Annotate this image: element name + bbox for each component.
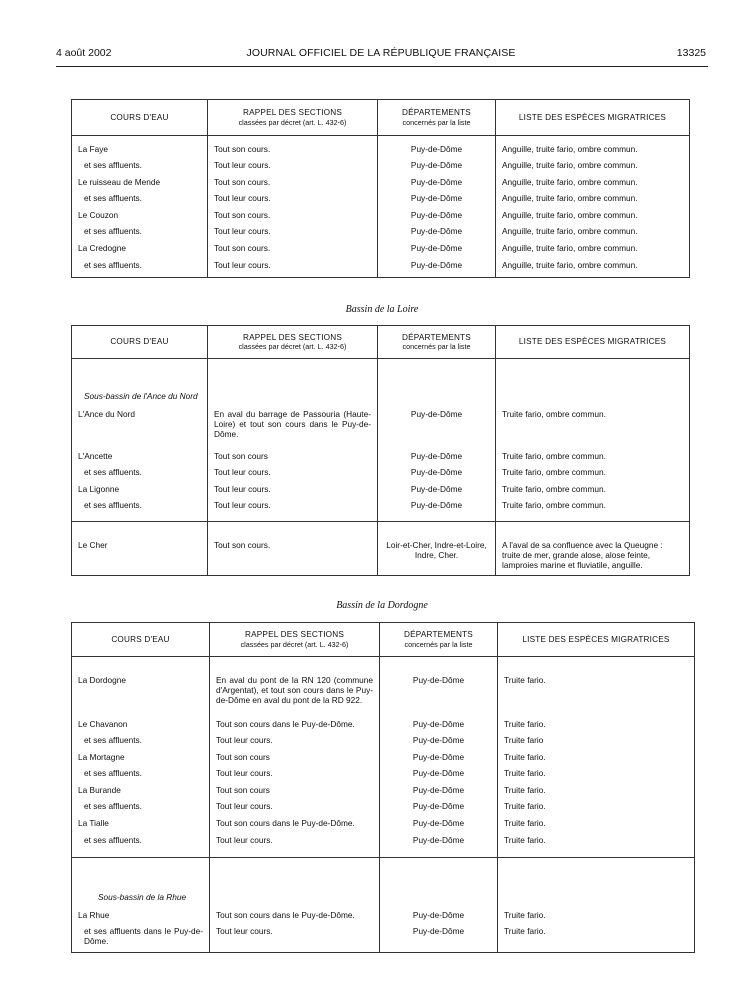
- page-header: [56, 47, 706, 61]
- table-row: Le Cher Tout son cours. Loir-et-Cher, Indre-et-Loire, Indre, Cher. A l'aval de sa confluence avec la Queugne : truite de mer, grande alose, alose feinte, lamproies marine et fluviatile, anguille.: [72, 521, 690, 575]
- table-1: [71, 99, 690, 278]
- table-row: La Faye Tout son cours. Puy-de-Dôme Anguille, truite fario, ombre commun.: [72, 144, 690, 161]
- header-date: 4 août 2002: [56, 47, 112, 59]
- table-row: La Burande Tout son cours Puy-de-Dôme Truite fario.: [72, 785, 695, 802]
- table-row: La Mortagne Tout son cours Puy-de-Dôme Truite fario.: [72, 752, 695, 769]
- col-header-departements: DÉPARTEMENTS concernés par la liste: [378, 326, 496, 359]
- table-row: Le Couzon Tout son cours. Puy-de-Dôme Anguille, truite fario, ombre commun.: [72, 210, 690, 227]
- table-row: et ses affluents. Tout leur cours. Puy-de-Dôme Anguille, truite fario, ombre commun.: [72, 160, 690, 177]
- col-header-sections: RAPPEL DES SECTIONS classées par décret (art. L. 432-6): [210, 623, 380, 657]
- subbasin-title: Sous-bassin de l'Ance du Nord: [72, 391, 208, 409]
- table-row: L'Ance du Nord En aval du barrage de Passouria (Haute-Loire) et tout son cours dans le Puy-de-Dôme. Puy-de-Dôme Truite fario, ombre commun.: [72, 409, 690, 451]
- table-row: La Ligonne Tout leur cours. Puy-de-Dôme Truite fario, ombre commun.: [72, 484, 690, 501]
- table-row: et ses affluents. Tout leur cours. Puy-de-Dôme Anguille, truite fario, ombre commun.: [72, 260, 690, 278]
- table-row: et ses affluents. Tout leur cours. Puy-de-Dôme Truite fario.: [72, 835, 695, 857]
- table-row: La Credogne Tout son cours. Puy-de-Dôme Anguille, truite fario, ombre commun.: [72, 243, 690, 260]
- col-header-departements: DÉPARTEMENTS concernés par la liste: [380, 623, 498, 657]
- table-3: [71, 622, 695, 953]
- table-row: et ses affluents. Tout leur cours. Puy-de-Dôme Truite fario: [72, 735, 695, 752]
- table-row: et ses affluents dans le Puy-de-Dôme. Tout leur cours. Puy-de-Dôme Truite fario.: [72, 926, 695, 952]
- caption-bassin-dordogne: Bassin de la Dordogne: [336, 600, 428, 611]
- col-header-departements: DÉPARTEMENTS concernés par la liste: [378, 100, 496, 136]
- col-header-cours: COURS D'EAU: [72, 623, 210, 657]
- table-row: et ses affluents. Tout leur cours. Puy-de-Dôme Truite fario, ombre commun.: [72, 467, 690, 484]
- col-header-cours: COURS D'EAU: [72, 326, 208, 359]
- table-row: et ses affluents. Tout leur cours. Puy-de-Dôme Truite fario.: [72, 768, 695, 785]
- table-row: et ses affluents. Tout leur cours. Puy-de-Dôme Truite fario.: [72, 801, 695, 818]
- col-header-especes: LISTE DES ESPÈCES MIGRATRICES: [498, 623, 695, 657]
- table-row: La Dordogne En aval du pont de la RN 120 (commune d'Argentat), et tout son cours dans le Puy-de-Dôme en aval du pont de la RD 922. Puy-de-Dôme Truite fario.: [72, 675, 695, 719]
- table-row: Le Chavanon Tout son cours dans le Puy-de-Dôme. Puy-de-Dôme Truite fario.: [72, 719, 695, 736]
- table-row: et ses affluents. Tout leur cours. Puy-de-Dôme Anguille, truite fario, ombre commun.: [72, 226, 690, 243]
- col-header-especes: LISTE DES ESPÈCES MIGRATRICES: [496, 100, 690, 136]
- col-header-cours: COURS D'EAU: [72, 100, 208, 136]
- table-row: La Tialle Tout son cours dans le Puy-de-Dôme. Puy-de-Dôme Truite fario.: [72, 818, 695, 835]
- header-rule: [56, 66, 708, 67]
- header-journal-title: JOURNAL OFFICIEL DE LA RÉPUBLIQUE FRANÇAISE: [246, 47, 516, 59]
- table-row: et ses affluents. Tout leur cours. Puy-de-Dôme Anguille, truite fario, ombre commun.: [72, 193, 690, 210]
- table-row: L'Ancette Tout son cours Puy-de-Dôme Truite fario, ombre commun.: [72, 451, 690, 468]
- table-row: et ses affluents. Tout leur cours. Puy-de-Dôme Truite fario, ombre commun.: [72, 500, 690, 520]
- subbasin-title: Sous-bassin de la Rhue: [72, 892, 210, 910]
- table-row: Le ruisseau de Mende Tout son cours. Puy-de-Dôme Anguille, truite fario, ombre commun.: [72, 177, 690, 194]
- header-page-number: 13325: [676, 47, 706, 59]
- col-header-sections: RAPPEL DES SECTIONS classées par décret (art. L. 432-6): [208, 100, 378, 136]
- table-row: La Rhue Tout son cours dans le Puy-de-Dôme. Puy-de-Dôme Truite fario.: [72, 910, 695, 927]
- table-2: [71, 325, 690, 576]
- col-header-especes: LISTE DES ESPÈCES MIGRATRICES: [496, 326, 690, 359]
- col-header-sections: RAPPEL DES SECTIONS classées par décret (art. L. 432-6): [208, 326, 378, 359]
- caption-bassin-loire: Bassin de la Loire: [345, 304, 419, 315]
